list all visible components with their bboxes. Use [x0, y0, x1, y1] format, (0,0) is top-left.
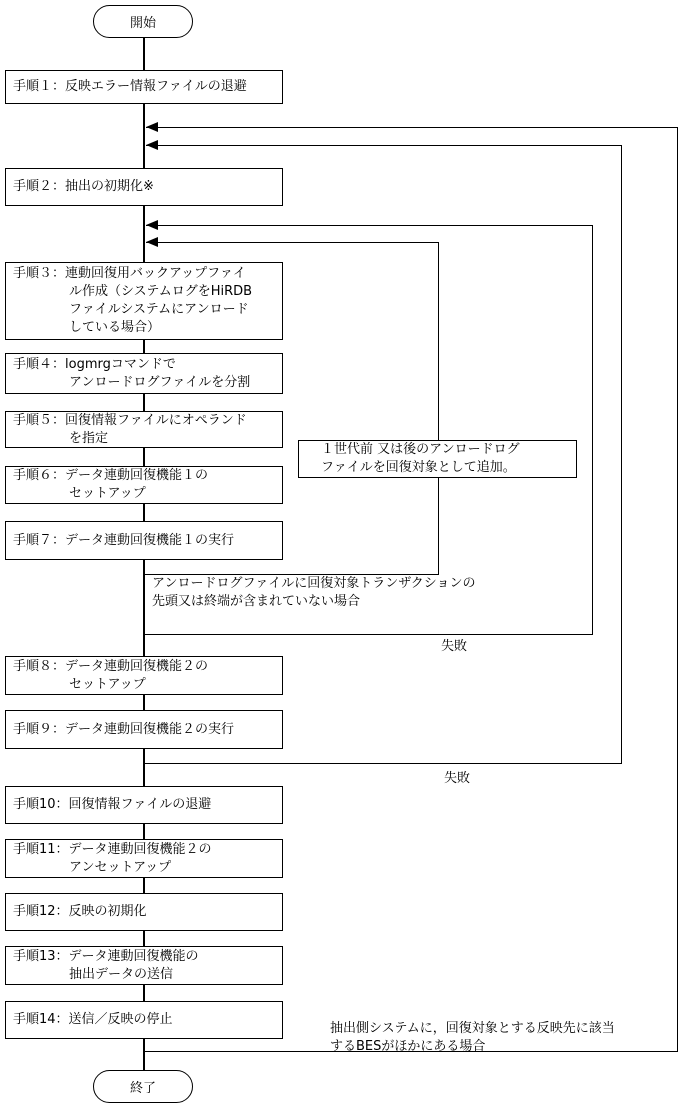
add-unload-log-box: [298, 440, 577, 478]
box-text-line: 抽出データの送信: [69, 966, 174, 982]
step-2-box: [5, 168, 283, 206]
start-terminator: [93, 5, 193, 38]
box-text-line: 手順３：連動回復用バックアップファイ: [13, 266, 246, 281]
step-9-box: [5, 710, 283, 749]
connector-reentry-line-4: [146, 242, 439, 243]
step-13-box: [5, 946, 283, 985]
unload-log-condition-line1: アンロードログファイルに回復対象トランザクションの: [152, 576, 476, 591]
arrowhead-left-icon: [146, 122, 158, 132]
box-text-line: している場合）: [69, 320, 161, 335]
box-text-line: ル作成（システムログをHiRDB: [69, 284, 253, 299]
step-8-box: [5, 656, 283, 695]
box-text-line: ファイルシステムにアンロード: [69, 302, 249, 317]
box-text-line: 手順７：データ連動回復機能１の実行: [13, 532, 235, 548]
connector-loop-sidebox-vertical: [438, 242, 439, 574]
connector-branch-step7-fail: [144, 634, 593, 635]
bes-condition-line1: 抽出側システムに，回復対象とする反映先に該当: [330, 1021, 615, 1036]
box-text-line: 手順14：送信／反映の停止: [13, 1012, 173, 1027]
connector-loop-step7-fail-vertical: [592, 225, 593, 634]
unload-log-condition-label: [152, 575, 475, 611]
box-text-line: ファイルを回復対象として追加。: [321, 460, 516, 475]
box-text-line: 手順１：反映エラー情報ファイルの退避: [13, 79, 247, 94]
bes-condition-line2: するBESがほかにある場合: [330, 1039, 486, 1054]
connector-loop-step14-vertical: [677, 127, 678, 1051]
step-7-box: [5, 521, 283, 560]
step-14-box: [5, 1001, 283, 1039]
connector-loop-step9-fail-vertical: [621, 145, 622, 763]
box-text-line: １世代前 又は後のアンロードログ: [321, 442, 520, 457]
arrowhead-left-icon: [146, 237, 158, 247]
unload-log-condition-line2: 先頭又は終端が含まれていない場合: [152, 594, 361, 609]
connector-reentry-line-2: [146, 145, 622, 146]
box-text-line: 手順11：データ連動回復機能２の: [13, 841, 212, 857]
box-text-line: 手順９：データ連動回復機能２の実行: [13, 721, 235, 737]
box-text-line: 手順６：データ連動回復機能１の: [13, 468, 209, 483]
step-5-box: [5, 411, 283, 448]
step-11-box: [5, 839, 283, 878]
arrowhead-left-icon: [146, 220, 158, 230]
bes-condition-label: [330, 1020, 615, 1056]
box-text-line: を指定: [69, 430, 109, 446]
end-terminator: [93, 1070, 193, 1103]
step-10-box: [5, 786, 283, 824]
box-text-line: 手順８：データ連動回復機能２の: [13, 658, 209, 674]
box-text-line: アンロードログファイルを分割: [69, 374, 251, 390]
connector-reentry-line-1: [146, 127, 678, 128]
step-12-box: [5, 893, 283, 931]
arrowhead-left-icon: [146, 140, 158, 150]
box-text-line: 手順13：データ連動回復機能の: [13, 948, 199, 964]
start-label: 開始: [129, 16, 156, 31]
box-text-line: アンセットアップ: [69, 859, 172, 875]
end-label: 終了: [129, 1081, 156, 1096]
connector-reentry-line-3: [146, 225, 593, 226]
box-text-line: 手順４：logmrgコマンドで: [13, 356, 176, 372]
box-text-line: 手順12：反映の初期化: [13, 904, 147, 919]
box-text-line: 手順10：回復情報ファイルの退避: [13, 797, 212, 812]
step-3-box: [5, 262, 283, 340]
step-4-box: [5, 353, 283, 394]
fail-label-step9: 失敗: [444, 771, 471, 786]
fail-label-step7: 失敗: [441, 639, 468, 654]
box-text-line: セットアップ: [69, 486, 146, 501]
box-text-line: 手順５：回復情報ファイルにオペランド: [13, 412, 247, 428]
step-1-box: [5, 70, 283, 104]
box-text-line: 手順２：抽出の初期化※: [13, 179, 154, 194]
box-text-line: セットアップ: [69, 676, 146, 692]
connector-branch-step9-fail: [144, 763, 622, 764]
step-6-box: [5, 466, 283, 504]
